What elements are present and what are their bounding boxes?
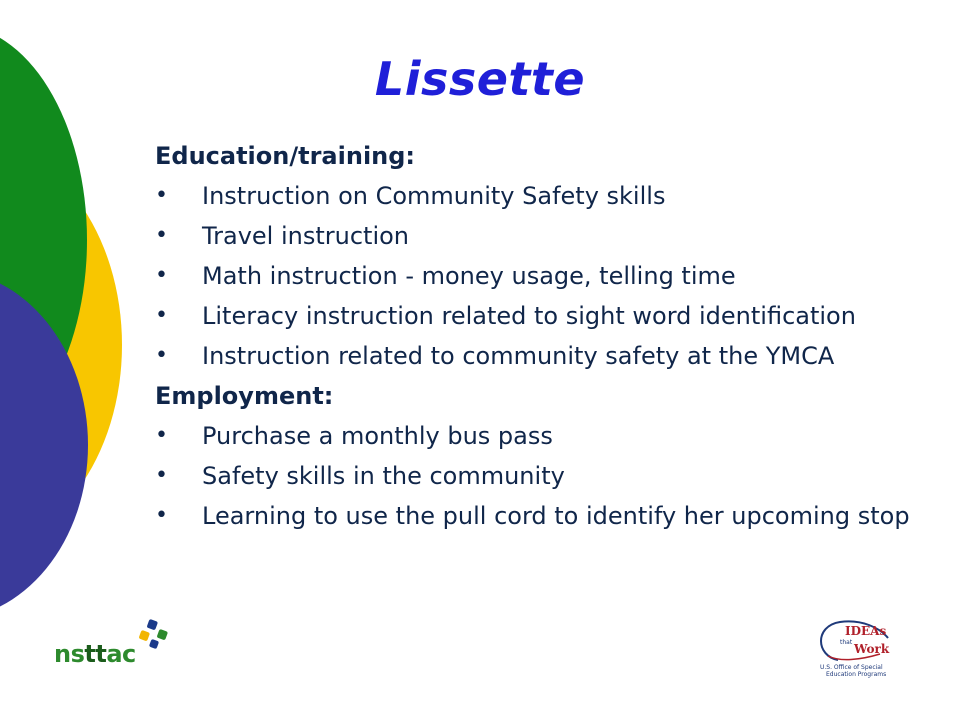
list-item: • Math instruction - money usage, telling time <box>155 256 945 296</box>
that-word: that <box>840 639 853 646</box>
nsttac-logo-mark-icon <box>136 618 170 652</box>
bullet-icon: • <box>155 503 168 528</box>
list-item: • Travel instruction <box>155 216 945 256</box>
ideas-word: IDEAs <box>845 624 887 638</box>
work-word: Work <box>854 642 890 656</box>
slide-title: Lissette <box>374 52 586 106</box>
list-item: • Learning to use the pull cord to identify her upcoming stop <box>155 496 945 536</box>
education-list <box>155 176 945 376</box>
bullet-icon: • <box>155 303 168 328</box>
bullet-icon: • <box>155 223 168 248</box>
osep-caption: U.S. Office of Special Education Programs <box>820 664 887 678</box>
list-item: • Purchase a monthly bus pass <box>155 416 945 456</box>
employment-list <box>155 416 945 536</box>
section-heading-employment: Employment: <box>155 382 334 410</box>
bullet-icon: • <box>155 343 168 368</box>
list-item: • Literacy instruction related to sight word identification <box>155 296 945 336</box>
bullet-icon: • <box>155 183 168 208</box>
bullet-icon: • <box>155 423 168 448</box>
bullet-icon: • <box>155 463 168 488</box>
section-heading-education: Education/training: <box>155 142 416 170</box>
list-item: • Safety skills in the community <box>155 456 945 496</box>
list-item: • Instruction related to community safety at the YMCA <box>155 336 945 376</box>
list-item: • Instruction on Community Safety skills <box>155 176 945 216</box>
nsttac-logo-text: nsttac <box>54 640 136 668</box>
slide-content <box>155 136 945 536</box>
nsttac-logo <box>54 618 184 674</box>
ideas-that-work-logo <box>810 616 900 686</box>
decorative-curves <box>0 0 130 720</box>
bullet-icon: • <box>155 263 168 288</box>
